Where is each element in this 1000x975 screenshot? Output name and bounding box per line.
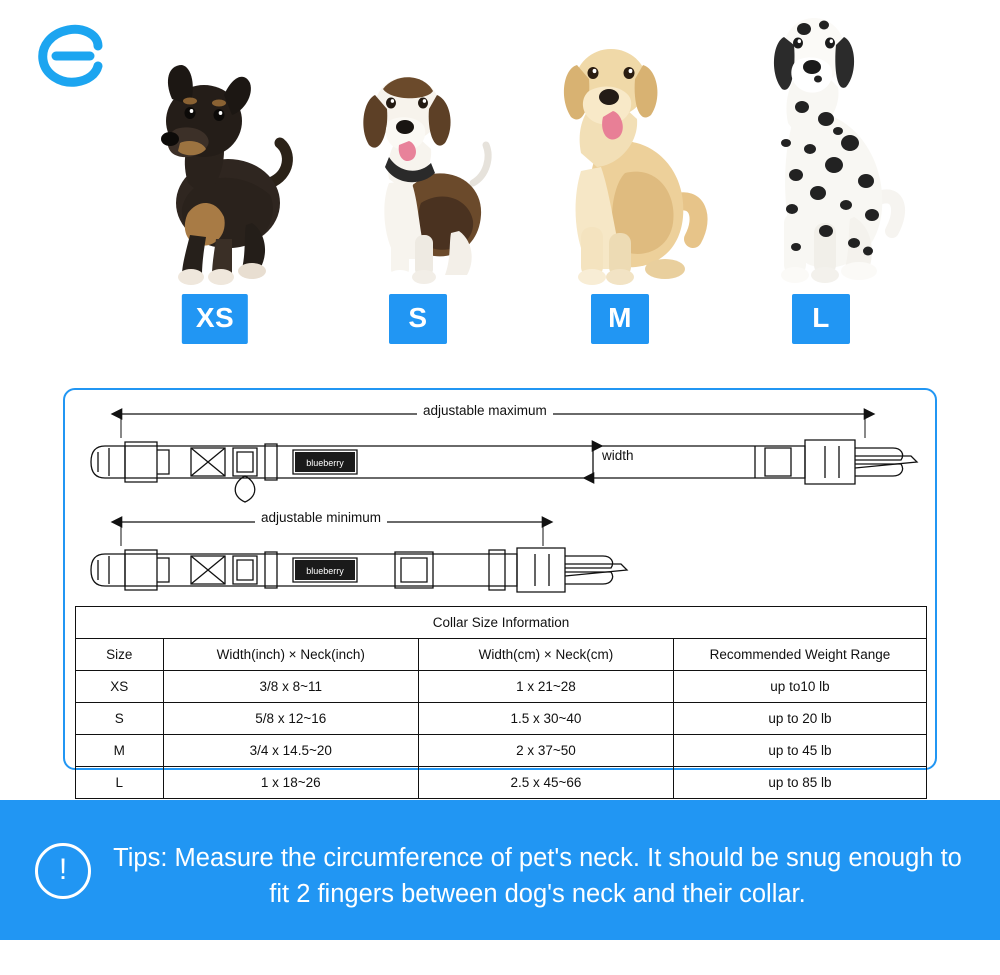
table-row [76, 671, 927, 703]
blueberry-pet-logo [34, 24, 112, 94]
table-header-size: Size [76, 639, 164, 671]
cell-weight-m: up to 45 lb [673, 735, 926, 767]
collar-diagram-panel [63, 388, 937, 790]
cell-weight-xs: up to10 lb [673, 671, 926, 703]
table-caption: Collar Size Information [76, 607, 927, 639]
table-row [76, 735, 927, 767]
table-header-weight: Recommended Weight Range [673, 639, 926, 671]
dog-photo-dalmatian [726, 3, 916, 288]
table-row [76, 767, 927, 799]
size-badge-l: L [792, 294, 850, 344]
cell-size-l: L [76, 767, 164, 799]
cell-cm-m: 2 x 37~50 [418, 735, 673, 767]
width-label: width [600, 448, 640, 463]
exclamation-glyph: ! [58, 853, 68, 886]
dog-size-cell-l [726, 0, 916, 350]
table-header-cm: Width(cm) × Neck(cm) [418, 639, 673, 671]
tips-banner [0, 800, 1000, 940]
table-row [76, 703, 927, 735]
dog-photo-puppy-black-tan [120, 3, 310, 288]
cell-inch-l: 1 x 18~26 [163, 767, 418, 799]
dog-size-cell-xs [120, 0, 310, 350]
cell-size-m: M [76, 735, 164, 767]
dog-size-row [120, 0, 980, 350]
table-header-inch: Width(inch) × Neck(inch) [163, 639, 418, 671]
cell-cm-s: 1.5 x 30~40 [418, 703, 673, 735]
cell-size-xs: XS [76, 671, 164, 703]
dog-photo-golden-retriever [525, 3, 715, 288]
collar-size-table [75, 606, 927, 799]
tips-text: Tips: Measure the circumference of pet's neck. It should be snug enough to fit 2 fingers between dog's neck and their collar. [113, 844, 962, 908]
cell-inch-xs: 3/8 x 8~11 [163, 671, 418, 703]
cell-size-s: S [76, 703, 164, 735]
size-badge-xs: XS [182, 294, 248, 344]
cell-cm-l: 2.5 x 45~66 [418, 767, 673, 799]
cell-cm-xs: 1 x 21~28 [418, 671, 673, 703]
table-header-row [76, 639, 927, 671]
table-caption-row [76, 607, 927, 639]
dog-size-cell-s [323, 0, 513, 350]
cell-weight-l: up to 85 lb [673, 767, 926, 799]
adjustable-maximum-label: adjustable maximum [417, 403, 553, 418]
cell-inch-s: 5/8 x 12~16 [163, 703, 418, 735]
cell-inch-m: 3/4 x 14.5~20 [163, 735, 418, 767]
adjustable-minimum-label: adjustable minimum [255, 510, 387, 525]
collar-label-text-max: blueberry [306, 458, 344, 468]
size-badge-s: S [389, 294, 447, 344]
size-badge-m: M [591, 294, 649, 344]
collar-size-table-wrap [75, 606, 927, 799]
dog-size-cell-m [525, 0, 715, 350]
collar-diagram [65, 390, 935, 608]
exclamation-circle-icon [35, 843, 91, 899]
cell-weight-s: up to 20 lb [673, 703, 926, 735]
collar-label-text-min: blueberry [306, 566, 344, 576]
dog-photo-beagle [323, 3, 513, 288]
